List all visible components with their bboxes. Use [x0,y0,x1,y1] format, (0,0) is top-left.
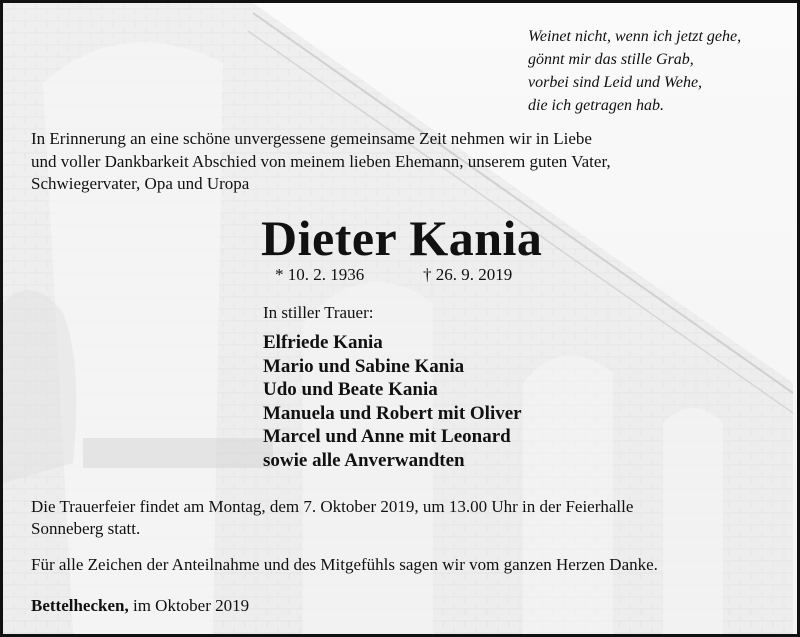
closing-line [31,595,249,617]
intro-line: In Erinnerung an eine schöne unvergessene gemeinsame Zeit nehmen wir in Liebe [31,129,592,148]
poem-line: Weinet nicht, wenn ich jetzt gehe, [528,28,742,45]
closing-place: Bettelhecken, [31,596,129,615]
poem-line: vorbei sind Leid und Wehe, [528,74,703,91]
funeral-line: Die Trauerfeier findet am Montag, dem 7. Oktober 2019, um 13.00 Uhr in der Feierhalle [31,497,634,516]
intro-text [31,128,611,196]
mourner-name: Udo und Beate Kania [263,379,438,400]
thanks-text: Für alle Zeichen der Anteilnahme und des Mitgefühls sagen wir vom ganzen Herzen Danke. [31,555,658,574]
poem-line: gönnt mir das stille Grab, [528,51,694,68]
closing-date: im Oktober 2019 [128,596,250,615]
mourners-list [263,331,522,472]
death-date: † 26. 9. 2019 [423,265,513,284]
birth-date: * 10. 2. 1936 [275,265,365,284]
mourner-name: Marcel und Anne mit Leonard [263,426,511,447]
funeral-info [31,496,633,540]
intro-line: und voller Dankbarkeit Abschied von meinem lieben Ehemann, unserem guten Vater, [31,151,611,171]
mourner-name: Mario und Sabine Kania [263,355,465,377]
mourner-name: sowie alle Anverwandten [263,449,465,471]
mourner-name: Elfriede Kania [263,332,383,353]
poem-line: die ich getragen hab. [528,97,664,114]
mourners-heading: In stiller Trauer: [263,303,374,322]
poem [528,25,741,117]
funeral-line: Sonneberg statt. [31,519,141,538]
deceased-name: Dieter Kania [261,210,543,266]
mourner-name: Manuela und Robert mit Oliver [263,402,522,424]
intro-line: Schwiegervater, Opa und Uropa [31,174,250,193]
